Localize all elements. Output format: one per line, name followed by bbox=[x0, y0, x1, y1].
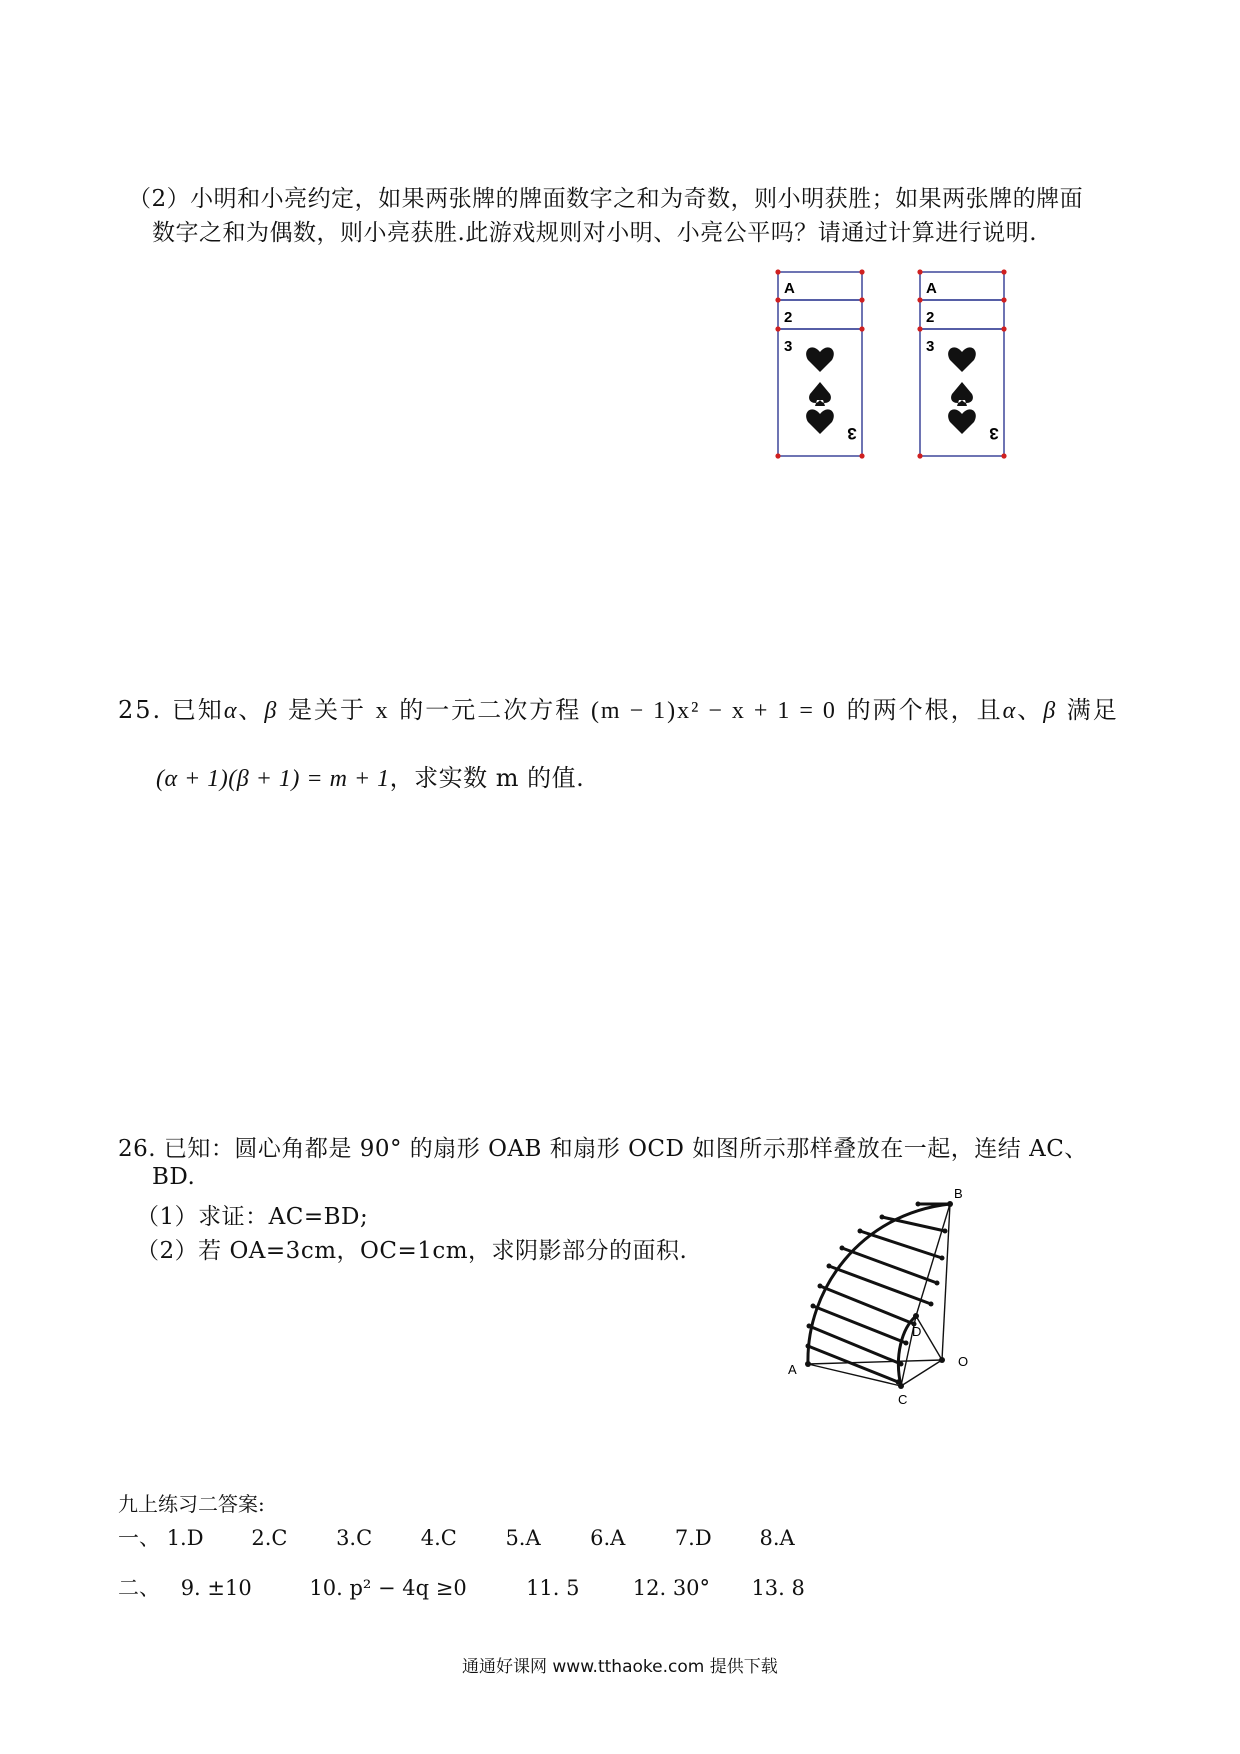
q25-text: 已知 bbox=[171, 696, 224, 724]
answer-item: 2.C bbox=[251, 1526, 288, 1550]
answer-item: 8.A bbox=[759, 1526, 795, 1550]
sector-figure bbox=[770, 1170, 990, 1410]
answers-title: 九上练习二答案: bbox=[118, 1492, 265, 1516]
answer-item: 6.A bbox=[590, 1526, 626, 1550]
answer-item: 7.D bbox=[674, 1526, 712, 1550]
answer-item: 4.C bbox=[420, 1526, 457, 1550]
separator: 、 bbox=[1017, 696, 1044, 724]
heart-icon bbox=[948, 347, 976, 372]
label-d: D bbox=[912, 1324, 922, 1339]
root-condition: (α + 1)(β + 1) = m + 1 bbox=[156, 766, 390, 792]
quadratic-equation: (m − 1)x² − x + 1 = 0 bbox=[590, 698, 837, 724]
answers-row1 bbox=[118, 1522, 838, 1552]
beta-symbol: β bbox=[1043, 698, 1058, 724]
card-left-label-3: 3 bbox=[784, 338, 793, 355]
q25-line2 bbox=[156, 758, 584, 793]
label-a: A bbox=[788, 1362, 797, 1377]
q24-part2-line1: （2）小明和小亮约定，如果两张牌的牌面数字之和为奇数，则小明获胜；如果两张牌的牌面 bbox=[128, 186, 1084, 212]
answer-item: 9. ±10 bbox=[180, 1576, 252, 1600]
q25-text: ，求实数 m 的值. bbox=[389, 764, 585, 792]
footer-text: 通通好课网 www.tthaoke.com 提供下载 bbox=[462, 1657, 778, 1677]
q26-part1: （1）求证：AC=BD; bbox=[136, 1204, 369, 1230]
card-left-label-a: A bbox=[784, 280, 795, 297]
answer-item: 1.D bbox=[166, 1526, 204, 1550]
heart-icon bbox=[806, 347, 834, 372]
q25-text: 的一元二次方程 bbox=[399, 696, 582, 724]
spade-icon bbox=[809, 382, 831, 406]
figure-lines bbox=[808, 1204, 950, 1386]
card-left bbox=[775, 269, 864, 458]
answers-row2 bbox=[118, 1572, 811, 1602]
q26-line1: 26. 已知：圆心角都是 90° 的扇形 OAB 和扇形 OCD 如图所示那样叠放在一起，连结 AC、 bbox=[118, 1136, 1088, 1162]
card-right-label-a: A bbox=[926, 280, 937, 297]
answer-item: 5.A bbox=[505, 1526, 541, 1550]
q25-text: 是关于 bbox=[288, 696, 367, 724]
answers-row1-prefix: 一、 bbox=[118, 1526, 160, 1550]
heart-icon bbox=[806, 409, 834, 434]
label-o: O bbox=[958, 1354, 969, 1369]
q26-line2: BD. bbox=[152, 1164, 196, 1190]
alpha-symbol: α bbox=[223, 698, 239, 724]
playing-cards-figure bbox=[770, 268, 1010, 468]
q25-text: 的两个根，且 bbox=[846, 696, 1003, 724]
q25-text: 满足 bbox=[1066, 696, 1119, 724]
q26-part2: （2）若 OA=3cm，OC=1cm，求阴影部分的面积. bbox=[136, 1238, 688, 1264]
card-left-label-2: 2 bbox=[784, 309, 793, 326]
label-b: B bbox=[954, 1186, 963, 1201]
card-right-label-2: 2 bbox=[926, 309, 935, 326]
q24-part2-line2: 数字之和为偶数，则小亮获胜.此游戏规则对小明、小亮公平吗？请通过计算进行说明. bbox=[152, 220, 1038, 246]
heart-icon bbox=[948, 409, 976, 434]
answer-item: 10. p² − 4q ≥0 bbox=[309, 1576, 467, 1600]
card-right bbox=[917, 269, 1006, 458]
answer-item: 3.C bbox=[336, 1526, 373, 1550]
label-c: C bbox=[898, 1392, 908, 1407]
separator: 、 bbox=[238, 696, 265, 724]
answer-item: 13. 8 bbox=[751, 1576, 805, 1600]
q25-number: 25. bbox=[118, 696, 163, 724]
answers-row2-prefix: 二、 bbox=[118, 1576, 160, 1600]
spade-icon bbox=[951, 382, 973, 406]
beta-symbol: β bbox=[264, 698, 279, 724]
variable-x: x bbox=[375, 698, 390, 724]
card-left-corner: 3 bbox=[847, 424, 857, 443]
q25-line1 bbox=[118, 690, 1119, 725]
card-right-corner: 3 bbox=[989, 424, 999, 443]
alpha-symbol: α bbox=[1002, 698, 1018, 724]
answer-item: 12. 30° bbox=[632, 1576, 711, 1600]
answer-item: 11. 5 bbox=[526, 1576, 580, 1600]
card-right-label-3: 3 bbox=[926, 338, 935, 355]
